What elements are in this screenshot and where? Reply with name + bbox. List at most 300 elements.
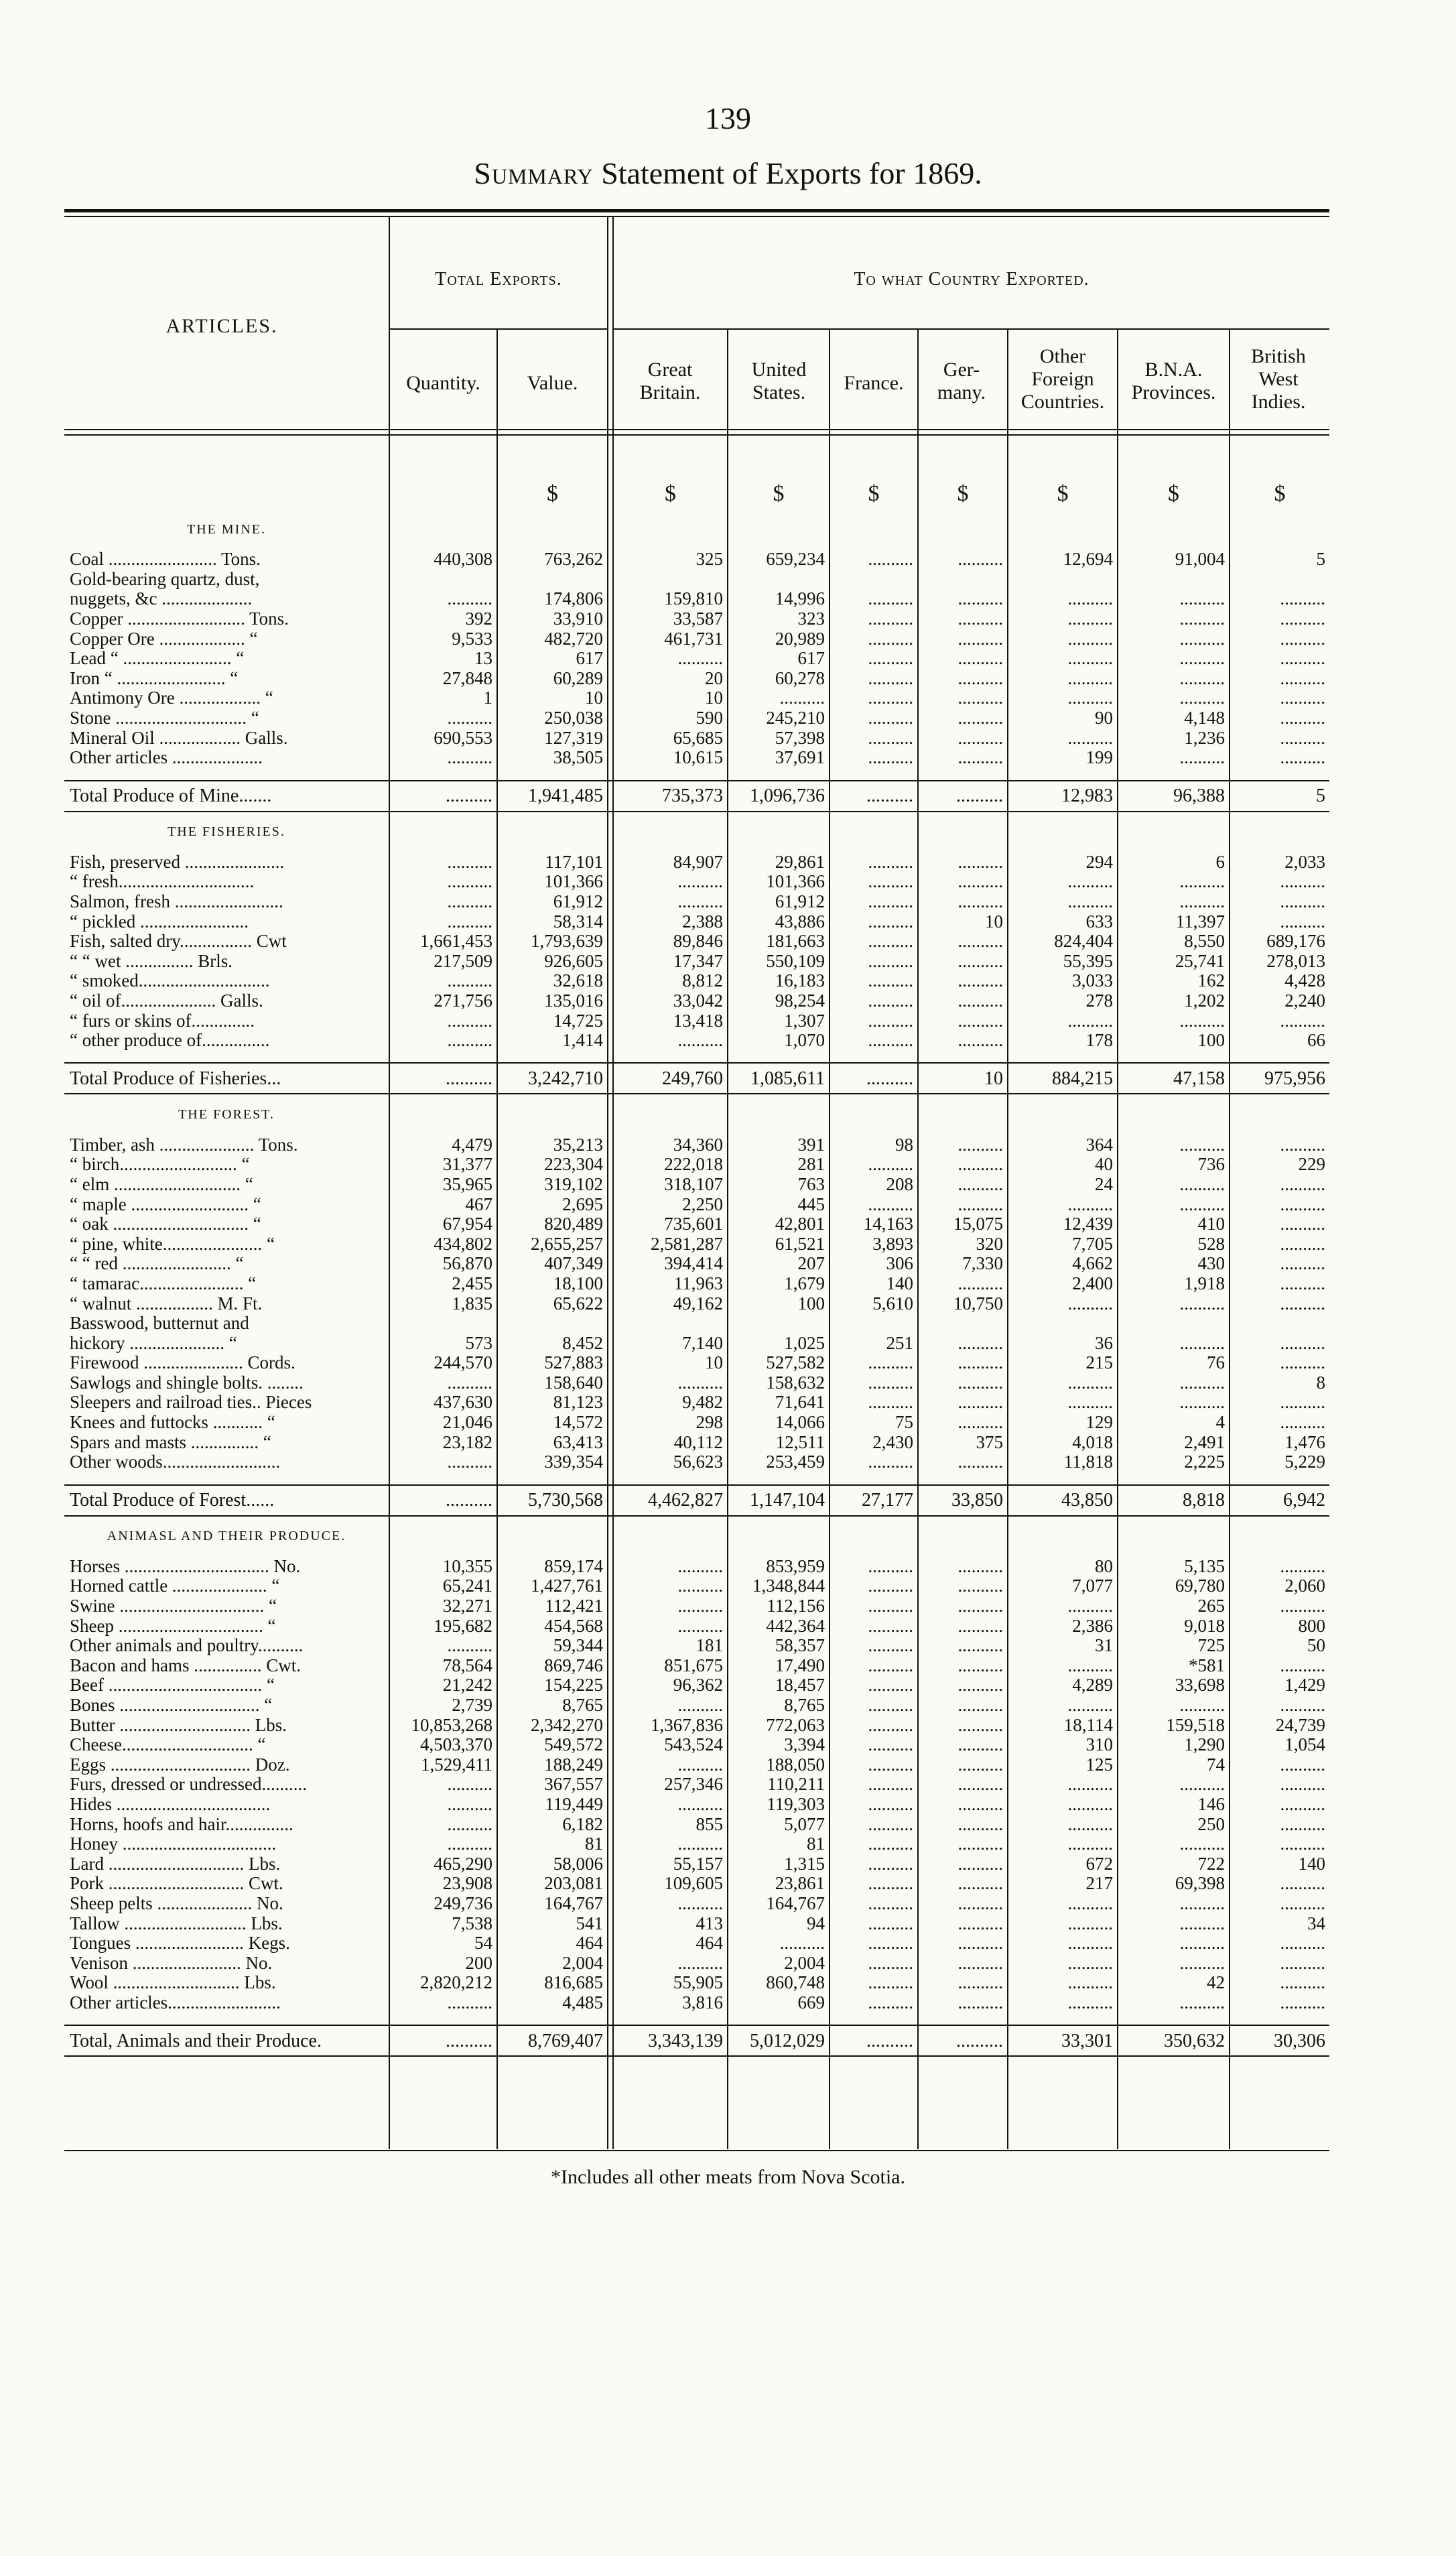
value-cell: .......... — [1280, 629, 1325, 649]
value-cell — [389, 570, 497, 590]
value-cell: 6,942 — [1229, 1485, 1329, 1516]
value-cell: 34 — [1307, 1913, 1325, 1933]
value-cell: .......... — [868, 1596, 913, 1616]
article-cell: nuggets, &c .................... — [70, 589, 253, 609]
article-cell: Tongues ........................ Kegs. — [70, 1933, 290, 1954]
value-cell: .......... — [1280, 1194, 1325, 1214]
empty-cell — [497, 1516, 607, 1557]
value-cell: .......... — [868, 629, 913, 649]
value-cell: .......... — [868, 852, 913, 872]
value-cell: 61,521 — [775, 1234, 825, 1254]
article-cell: Horned cattle ..................... “ — [70, 1576, 280, 1596]
value-cell: 281 — [797, 1155, 825, 1175]
value-cell: 140 — [886, 1273, 913, 1293]
value-cell — [1117, 570, 1229, 590]
table-row — [64, 748, 1329, 768]
empty-cell — [829, 812, 917, 852]
value-cell: 14,572 — [553, 1412, 603, 1433]
article-cell: “ other produce of............... — [70, 1030, 270, 1051]
header-great-britain: Great Britain. — [639, 359, 701, 403]
value-cell: .......... — [447, 911, 492, 932]
value-cell: .......... — [868, 971, 913, 991]
value-cell: 6 — [1215, 852, 1225, 872]
value-cell: .......... — [1280, 1695, 1325, 1716]
value-cell: 461,731 — [664, 629, 723, 649]
value-cell: 2,004 — [562, 1953, 603, 1973]
value-cell: 5 — [1229, 781, 1329, 812]
empty-cell — [1117, 1516, 1229, 1557]
header-subrule — [389, 328, 607, 330]
header-bottom-rule — [64, 434, 1329, 436]
value-cell: .......... — [1280, 1794, 1325, 1814]
empty-cell — [1007, 812, 1117, 852]
value-cell: 109,605 — [664, 1874, 723, 1894]
article-cell: “ pickled ........................ — [70, 911, 249, 932]
value-cell: .......... — [447, 1635, 492, 1656]
value-cell: 1,054 — [1284, 1734, 1325, 1755]
value-cell: 11,963 — [673, 1273, 723, 1293]
value-cell: 81,123 — [553, 1393, 603, 1413]
table-row — [64, 991, 1329, 1011]
value-cell: .......... — [677, 1596, 723, 1616]
empty-cell — [1007, 1516, 1117, 1557]
empty-cell — [1007, 509, 1117, 550]
value-cell: .......... — [1280, 589, 1325, 609]
value-cell — [1117, 1314, 1229, 1334]
value-cell: 4,428 — [1284, 971, 1325, 991]
value-cell: 1,202 — [1184, 991, 1225, 1011]
table-row — [64, 932, 1329, 952]
value-cell: .......... — [868, 1372, 913, 1393]
value-cell: 40 — [1095, 1155, 1113, 1175]
value-cell — [917, 1314, 1007, 1334]
value-cell: 350,632 — [1117, 2025, 1229, 2056]
value-cell: 690,553 — [434, 728, 492, 748]
value-cell: 14,996 — [775, 589, 825, 609]
value-cell: .......... — [1067, 1794, 1113, 1814]
value-cell: .......... — [868, 668, 913, 688]
value-cell: 1,941,485 — [497, 781, 607, 812]
value-cell: 549,572 — [544, 1734, 603, 1755]
value-cell: .......... — [1179, 1174, 1225, 1194]
empty-cell — [1007, 1094, 1117, 1135]
value-cell: 42 — [1207, 1973, 1225, 1993]
value-cell: .......... — [447, 852, 492, 872]
value-cell: 884,215 — [1007, 1063, 1117, 1094]
value-cell: .......... — [868, 911, 913, 932]
value-cell: 119,303 — [767, 1794, 825, 1814]
table-row — [64, 649, 1329, 669]
value-cell: 851,675 — [664, 1655, 723, 1675]
spacer-row — [64, 1050, 1329, 1063]
value-cell: 2,250 — [682, 1194, 723, 1214]
value-cell: .......... — [1280, 1953, 1325, 1973]
article-cell: Horns, hoofs and hair............... — [70, 1814, 293, 1834]
value-cell: 195,682 — [434, 1616, 492, 1636]
value-cell: 659,234 — [766, 550, 825, 570]
value-cell: 18,114 — [1063, 1715, 1113, 1735]
value-cell: 528 — [1197, 1234, 1225, 1254]
value-cell: .......... — [868, 1913, 913, 1933]
header-value: Value. — [527, 372, 578, 394]
table-row — [64, 669, 1329, 689]
value-cell: .......... — [1067, 1814, 1113, 1834]
value-cell: 253,459 — [766, 1452, 825, 1472]
table-row — [64, 1333, 1329, 1353]
table-row — [64, 1874, 1329, 1894]
empty-cell — [1229, 509, 1329, 550]
value-cell: 7,538 — [452, 1913, 492, 1933]
value-cell: 5 — [1316, 550, 1325, 570]
value-cell: 467 — [465, 1194, 492, 1214]
value-cell: .......... — [1067, 1655, 1113, 1675]
value-cell: 3,242,710 — [497, 1063, 607, 1094]
title-prefix: Summary — [474, 156, 594, 190]
value-cell: .......... — [1280, 1933, 1325, 1954]
value-cell: 69,780 — [1175, 1576, 1225, 1596]
value-cell: 763 — [797, 1174, 825, 1194]
value-cell — [389, 1314, 497, 1334]
value-cell: 1,025 — [784, 1333, 825, 1353]
value-cell: 375 — [976, 1432, 1003, 1452]
value-cell: 38,505 — [553, 747, 603, 768]
value-cell: 98 — [895, 1135, 913, 1155]
value-cell: .......... — [447, 891, 492, 912]
value-cell: .......... — [1067, 1913, 1113, 1933]
value-cell: 164,767 — [766, 1893, 825, 1913]
value-cell — [917, 570, 1007, 590]
value-cell: .......... — [1179, 1834, 1225, 1854]
value-cell: 367,557 — [544, 1775, 603, 1795]
value-cell: 40,112 — [673, 1432, 723, 1452]
article-cell: Firewood ...................... Cords. — [70, 1353, 295, 1373]
value-cell: 9,533 — [452, 629, 492, 649]
article-cell: “ tamarac....................... “ — [70, 1273, 257, 1293]
article-cell: Horses ................................ No. — [70, 1556, 301, 1576]
table-row — [64, 1993, 1329, 2013]
value-cell: 617 — [797, 648, 825, 669]
value-cell: 127,319 — [544, 728, 603, 748]
value-cell: .......... — [779, 688, 825, 708]
article-cell: “ pine, white...................... “ — [70, 1234, 275, 1254]
value-cell: .......... — [1280, 668, 1325, 688]
value-cell: .......... — [957, 1754, 1003, 1775]
value-cell: .......... — [957, 1194, 1003, 1214]
table-row — [64, 1715, 1329, 1735]
value-cell: 816,685 — [544, 1973, 603, 1993]
value-cell: 250 — [1197, 1814, 1225, 1834]
value-cell: 61,912 — [775, 891, 825, 912]
value-cell: .......... — [677, 1030, 723, 1051]
value-cell: 58,314 — [553, 911, 603, 932]
article-cell: Cheese............................. “ — [70, 1734, 266, 1755]
table-row — [64, 1735, 1329, 1755]
section-title: THE FISHERIES. — [168, 824, 285, 840]
value-cell: .......... — [957, 971, 1003, 991]
table-row — [64, 1596, 1329, 1616]
value-cell: .......... — [779, 1933, 825, 1954]
table-row — [64, 688, 1329, 708]
value-cell: 722 — [1197, 1854, 1225, 1874]
value-cell: 310 — [1085, 1734, 1113, 1755]
value-cell: .......... — [1067, 1293, 1113, 1314]
value-cell: .......... — [868, 1814, 913, 1834]
value-cell: 8,818 — [1117, 1485, 1229, 1516]
value-cell: .......... — [447, 971, 492, 991]
value-cell: .......... — [957, 1030, 1003, 1051]
value-cell: .......... — [1280, 1412, 1325, 1433]
value-cell: 69,398 — [1175, 1874, 1225, 1894]
value-cell: .......... — [1067, 1973, 1113, 1993]
value-cell: 33,698 — [1175, 1675, 1225, 1696]
value-cell: .......... — [1067, 1695, 1113, 1716]
value-cell: .......... — [917, 2025, 1007, 2056]
spacer-cell — [64, 768, 1329, 781]
value-cell: 119,449 — [545, 1794, 603, 1814]
value-cell: .......... — [447, 1794, 492, 1814]
value-cell: 4,485 — [562, 1992, 603, 2012]
table-row — [64, 1675, 1329, 1696]
value-cell: 66 — [1307, 1030, 1325, 1051]
value-cell: 65,685 — [673, 728, 723, 748]
value-cell — [607, 570, 727, 590]
value-cell: 81 — [807, 1834, 825, 1854]
value-cell: 27,848 — [442, 668, 492, 688]
dollar-sign: $ — [1057, 481, 1069, 506]
value-cell: 541 — [576, 1913, 603, 1933]
empty-cell — [917, 1094, 1007, 1135]
value-cell: .......... — [1280, 1174, 1325, 1194]
value-cell: 1,290 — [1184, 1734, 1225, 1755]
value-cell: 364 — [1085, 1135, 1113, 1155]
table-row — [64, 1795, 1329, 1815]
value-cell: .......... — [868, 951, 913, 971]
value-cell: .......... — [957, 991, 1003, 1011]
table-row — [64, 1616, 1329, 1636]
value-cell: 8 — [1316, 1372, 1325, 1393]
value-cell: .......... — [957, 708, 1003, 728]
value-cell: 10 — [585, 688, 603, 708]
value-cell: 98,254 — [775, 991, 825, 1011]
value-cell: 445 — [797, 1194, 825, 1214]
value-cell: .......... — [447, 1775, 492, 1795]
value-cell: 527,582 — [766, 1353, 825, 1373]
value-cell: .......... — [1067, 891, 1113, 912]
value-cell: 2,225 — [1184, 1452, 1225, 1472]
empty-cell — [917, 1516, 1007, 1557]
value-cell: 430 — [1197, 1254, 1225, 1274]
value-cell: 410 — [1197, 1214, 1225, 1234]
value-cell: 14,163 — [863, 1214, 913, 1234]
value-cell: 60,278 — [775, 668, 825, 688]
value-cell: .......... — [957, 1834, 1003, 1854]
value-cell: 394,414 — [664, 1254, 723, 1274]
article-cell: Gold-bearing quartz, dust, — [70, 569, 260, 589]
value-cell: 76 — [1207, 1353, 1225, 1373]
value-cell: .......... — [1067, 728, 1113, 748]
value-cell: 164,767 — [544, 1893, 603, 1913]
value-cell: .......... — [1067, 1372, 1113, 1393]
article-cell: Total, Animals and their Produce. — [64, 2025, 389, 2056]
value-cell: .......... — [868, 1854, 913, 1874]
value-cell: 32,271 — [442, 1596, 492, 1616]
value-cell — [607, 1314, 727, 1334]
value-cell: 42,801 — [775, 1214, 825, 1234]
table-row — [64, 570, 1329, 590]
value-cell: .......... — [1280, 1234, 1325, 1254]
value-cell: .......... — [1067, 589, 1113, 609]
dollar-sign: $ — [773, 481, 785, 506]
value-cell: .......... — [957, 1794, 1003, 1814]
dollar-sign: $ — [1168, 481, 1179, 506]
value-cell: 55,395 — [1063, 951, 1113, 971]
value-cell: .......... — [917, 781, 1007, 812]
value-cell: .......... — [1067, 872, 1113, 892]
value-cell: .......... — [1280, 1893, 1325, 1913]
value-cell: 56,623 — [673, 1452, 723, 1472]
value-cell: 454,568 — [544, 1616, 603, 1636]
value-cell: 57,398 — [775, 728, 825, 748]
value-cell: 12,983 — [1007, 781, 1117, 812]
article-cell: Copper .......................... Tons. — [70, 609, 289, 629]
article-cell: Hides .................................. — [70, 1794, 271, 1814]
value-cell: 323 — [797, 609, 825, 629]
value-cell: .......... — [1280, 1393, 1325, 1413]
value-cell: 3,893 — [872, 1234, 913, 1254]
value-cell: 257,346 — [664, 1775, 723, 1795]
value-cell: 772,063 — [766, 1715, 825, 1735]
value-cell: 2,342,270 — [531, 1715, 603, 1735]
value-cell: .......... — [1067, 1596, 1113, 1616]
value-cell: 1,085,611 — [727, 1063, 829, 1094]
value-cell: 319,102 — [544, 1174, 603, 1194]
value-cell: 217,509 — [434, 951, 492, 971]
value-cell: 17,347 — [673, 951, 723, 971]
value-cell: 89,846 — [673, 931, 723, 952]
value-cell: 10,355 — [442, 1556, 492, 1576]
value-cell: 71,641 — [775, 1393, 825, 1413]
value-cell: 10,615 — [673, 747, 723, 768]
value-cell: 926,605 — [544, 951, 603, 971]
value-cell: 1,348,844 — [752, 1576, 825, 1596]
empty-cell — [829, 1516, 917, 1557]
value-cell: 859,174 — [544, 1556, 603, 1576]
value-cell: .......... — [829, 781, 917, 812]
article-cell: Honey .................................. — [70, 1834, 277, 1854]
article-cell: Lard .............................. Lbs. — [70, 1854, 281, 1874]
value-cell: .......... — [868, 1933, 913, 1954]
value-cell: 25,741 — [1175, 951, 1225, 971]
value-cell: 18,457 — [775, 1675, 825, 1696]
value-cell: .......... — [868, 891, 913, 912]
empty-cell — [607, 509, 727, 550]
value-cell: .......... — [1179, 1135, 1225, 1155]
value-cell: 1,679 — [784, 1273, 825, 1293]
value-cell: 94 — [807, 1913, 825, 1933]
empty-cell — [1229, 1516, 1329, 1557]
value-cell: .......... — [957, 1616, 1003, 1636]
value-cell: 689,176 — [1266, 931, 1325, 952]
value-cell: .......... — [1179, 1695, 1225, 1716]
empty-cell — [497, 812, 607, 852]
value-cell: .......... — [447, 1834, 492, 1854]
value-cell: .......... — [1179, 1372, 1225, 1393]
value-cell: .......... — [957, 1775, 1003, 1795]
value-cell: *581 — [1189, 1655, 1225, 1675]
header-country-exported: To what Country Exported. — [854, 269, 1089, 290]
spacer-cell — [64, 1050, 1329, 1063]
total-row — [64, 781, 1329, 812]
value-cell: .......... — [1280, 1814, 1325, 1834]
article-cell: “ elm ............................ “ — [70, 1174, 253, 1194]
value-cell: 5,012,029 — [727, 2025, 829, 2056]
article-cell: “ smoked............................. — [70, 971, 270, 991]
value-cell: 7,077 — [1072, 1576, 1113, 1596]
table-row — [64, 1557, 1329, 1577]
header-germany: Ger- many. — [937, 359, 986, 403]
value-cell: 81 — [585, 1834, 603, 1854]
value-cell: .......... — [957, 1655, 1003, 1675]
value-cell: 33,587 — [673, 609, 723, 629]
empty-cell — [727, 1094, 829, 1135]
value-cell: .......... — [957, 1174, 1003, 1194]
empty-cell — [1229, 812, 1329, 852]
value-cell: 65,241 — [442, 1576, 492, 1596]
value-cell: .......... — [868, 1655, 913, 1675]
article-cell: “ walnut ................. M. Ft. — [70, 1293, 263, 1314]
value-cell: 2,820,212 — [420, 1973, 492, 1993]
value-cell: 20 — [705, 668, 723, 688]
article-cell: “ “ wet ............... Brls. — [70, 951, 233, 971]
value-cell: .......... — [868, 1194, 913, 1214]
value-cell: .......... — [1179, 1992, 1225, 2012]
value-cell: .......... — [868, 931, 913, 952]
value-cell: 129 — [1085, 1412, 1113, 1433]
value-cell: 482,720 — [544, 629, 603, 649]
value-cell: 35,213 — [553, 1135, 603, 1155]
table-row — [64, 1636, 1329, 1656]
value-cell: .......... — [957, 1893, 1003, 1913]
value-cell: 13 — [474, 648, 492, 669]
value-cell: .......... — [447, 1992, 492, 2012]
value-cell: 217 — [1085, 1874, 1113, 1894]
value-cell: 4 — [1215, 1412, 1225, 1433]
table-row — [64, 872, 1329, 892]
value-cell: 800 — [1298, 1616, 1325, 1636]
value-cell: .......... — [1179, 747, 1225, 768]
header-united-states: United States. — [751, 359, 807, 403]
value-cell: 90 — [1095, 708, 1113, 728]
table-row — [64, 589, 1329, 609]
value-cell: 13,418 — [673, 1011, 723, 1031]
value-cell: 4,018 — [1072, 1432, 1113, 1452]
value-cell: 440,308 — [434, 550, 492, 570]
value-cell: 31 — [1095, 1635, 1113, 1656]
value-cell: 207 — [797, 1254, 825, 1274]
value-cell: 265 — [1197, 1596, 1225, 1616]
article-cell: Sheep ................................ “ — [70, 1616, 276, 1636]
value-cell: 2,491 — [1184, 1432, 1225, 1452]
value-cell: 2,581,287 — [651, 1234, 723, 1254]
empty-cell — [727, 509, 829, 550]
value-cell: 154,225 — [544, 1675, 603, 1696]
value-cell: 543,524 — [664, 1734, 723, 1755]
value-cell: 736 — [1197, 1155, 1225, 1175]
value-cell: .......... — [1067, 1834, 1113, 1854]
empty-cell — [1117, 1094, 1229, 1135]
value-cell: 31,377 — [442, 1155, 492, 1175]
value-cell: .......... — [957, 1393, 1003, 1413]
